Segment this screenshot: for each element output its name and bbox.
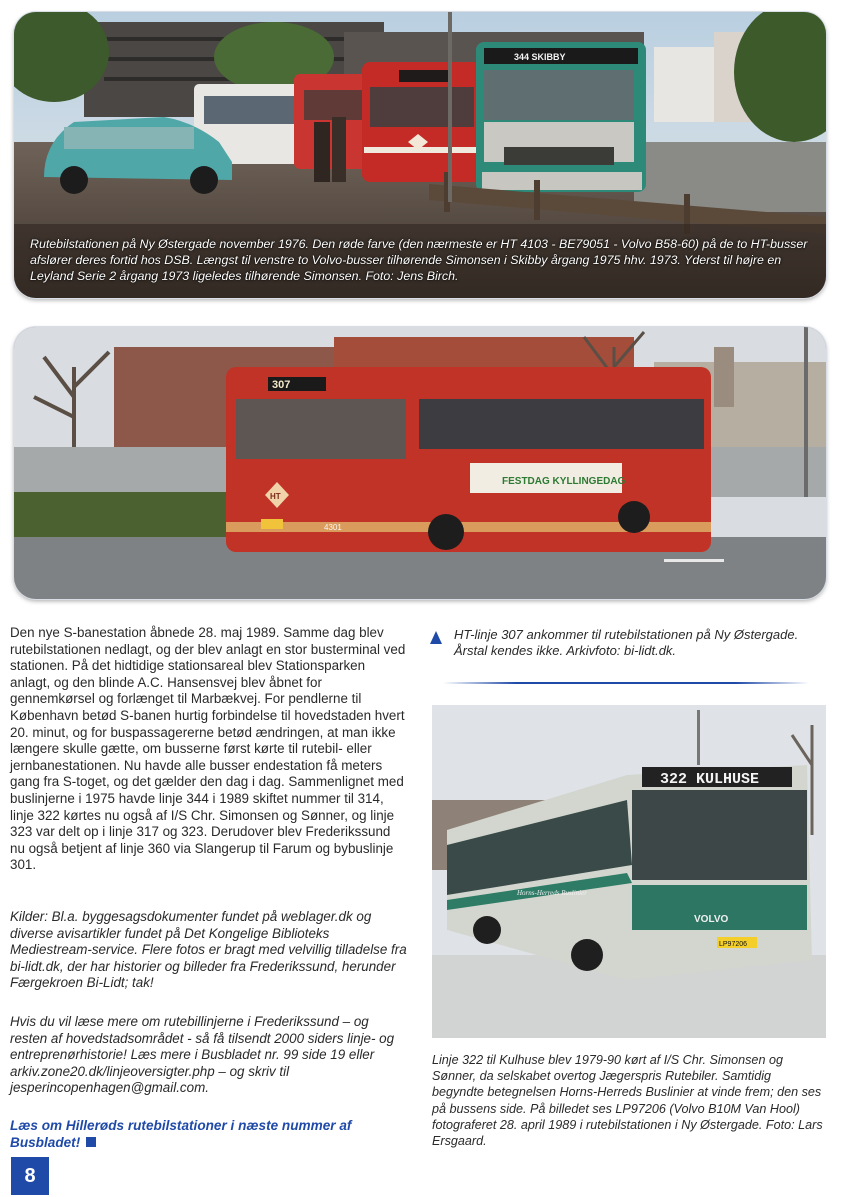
- article-more-info: Hvis du vil læse mere om rutebillinjerne i Frederikssund – og resten af hovedstadsområdet - så få tilsendt 2000 siders linje- og entreprenørhistorie! Læs mere i Busbladet nr. 99 side 19 eller arkiv.zone20.dk/linjeoversigter.php – og skriv til jesperincopenhagen@gmail.com.: [10, 1014, 395, 1096]
- photo-bus-station-1976: [14, 12, 826, 298]
- photo2-image: [14, 327, 826, 599]
- photo2-ad-text: FESTDAG KYLLINGEDAG: [502, 476, 626, 487]
- photo3-brand: VOLVO: [694, 914, 729, 925]
- next-issue-text: Læs om Hillerøds rutebilstationer i næste nummer af Busbladet!: [10, 1118, 352, 1150]
- article-body: Den nye S-banestation åbnede 28. maj 1989. Samme dag blev rutebilstationen nedlagt, og der blev anlagt en stor busterminal ved stationen. På det hidtidige stationsareal blev Stationsparken anlagt, og den blinde A.C. Hansensvej blev åbnet for gennemkørsel og forlænget til Marbækvej. For pendlerne til København betød S-banen hurtig forbindelse til hovedstaden hvert 20. minut, og for buspassagererne betød ændringen, at man ikke længere skulle gætte, om busserne først kørte til rutebil- eller jernbanestationen. Nu havde alle busser endestation få meters gang fra S-toget, og det gælder den dag i dag. Sammenlignet med buslinjerne i 1975 havde linje 344 i 1989 skiftet nummer til 314, linje 322 kørtes nu også af I/S Chr. Simonsen og Sønner, og linje 323 var delt op i linje 317 og 323. Derudover blev Frederikssund nu også betjent af linje 360 via Slangerup til Farum og bybuslinje 301.: [10, 625, 406, 873]
- photo3-plate: LP97206: [719, 941, 748, 948]
- arrow-up-icon: [430, 631, 442, 644]
- photo-ht-307-bus: [14, 327, 826, 599]
- photo3-caption: Linje 322 til Kulhuse blev 1979-90 kørt af I/S Chr. Simonsen og Sønner, da selskabet overtog Jægerspris Rutebiler. Samtidig begyndte betegnelsen Horns-Herreds Buslinier at vinde frem; den ses på bussens side. På billedet ses LP97206 (Volvo B10M Van Hool) fotograferet 28. april 1989 i rutebilstationen i Ny Østergade. Foto: Lars Ersgaard.: [432, 1053, 823, 1149]
- photo3-side-script: Horns-Herreds Buslinier: [517, 889, 587, 897]
- photo2-logo: HT: [270, 492, 281, 501]
- end-mark-square: [86, 1137, 96, 1147]
- article-sources: Kilder: Bl.a. byggesagsdokumenter fundet på weblager.dk og diverse avisartikler fundet på Det Kongelige Biblioteks Mediestream-service. Flere fotos er bragt med velvillig tilladelse fra bi-lidt.dk, der har historier og billeder fra Frederikssund, herunder Færgekroen Bi-Lidt; tak!: [10, 909, 407, 991]
- page-number: 8: [11, 1157, 49, 1195]
- caption-divider: [443, 682, 809, 684]
- photo3-image: [432, 705, 826, 1038]
- photo3-route-sign: 322 KULHUSE: [660, 771, 760, 788]
- photo1-sign-front: 344 SKIBBY: [514, 52, 566, 62]
- photo1-caption: Rutebilstationen på Ny Østergade november 1976. Den røde farve (den nærmeste er HT 4103 - BE79051 - Volvo B58-60) på de to HT-busser afslører deres fortid hos DSB. Længst til venstre to Volvo-busser tilhørende Simonsen i Skibby årgang 1975 hhv. 1973. Yderst til højre en Leyland Serie 2 årgang 1973 ligeledes tilhørende Simonsen. Foto: Jens Birch.: [30, 237, 808, 283]
- photo2-route-sign: 307: [272, 379, 291, 391]
- photo2-caption: HT-linje 307 ankommer til rutebilstationen på Ny Østergade. Årstal kendes ikke. Arkivfoto: bi-lidt.dk.: [454, 627, 799, 659]
- photo-kulhuse-322-bus: [432, 705, 826, 1038]
- photo2-fleet-no: 4301: [324, 523, 342, 532]
- next-issue-teaser: [10, 1117, 408, 1151]
